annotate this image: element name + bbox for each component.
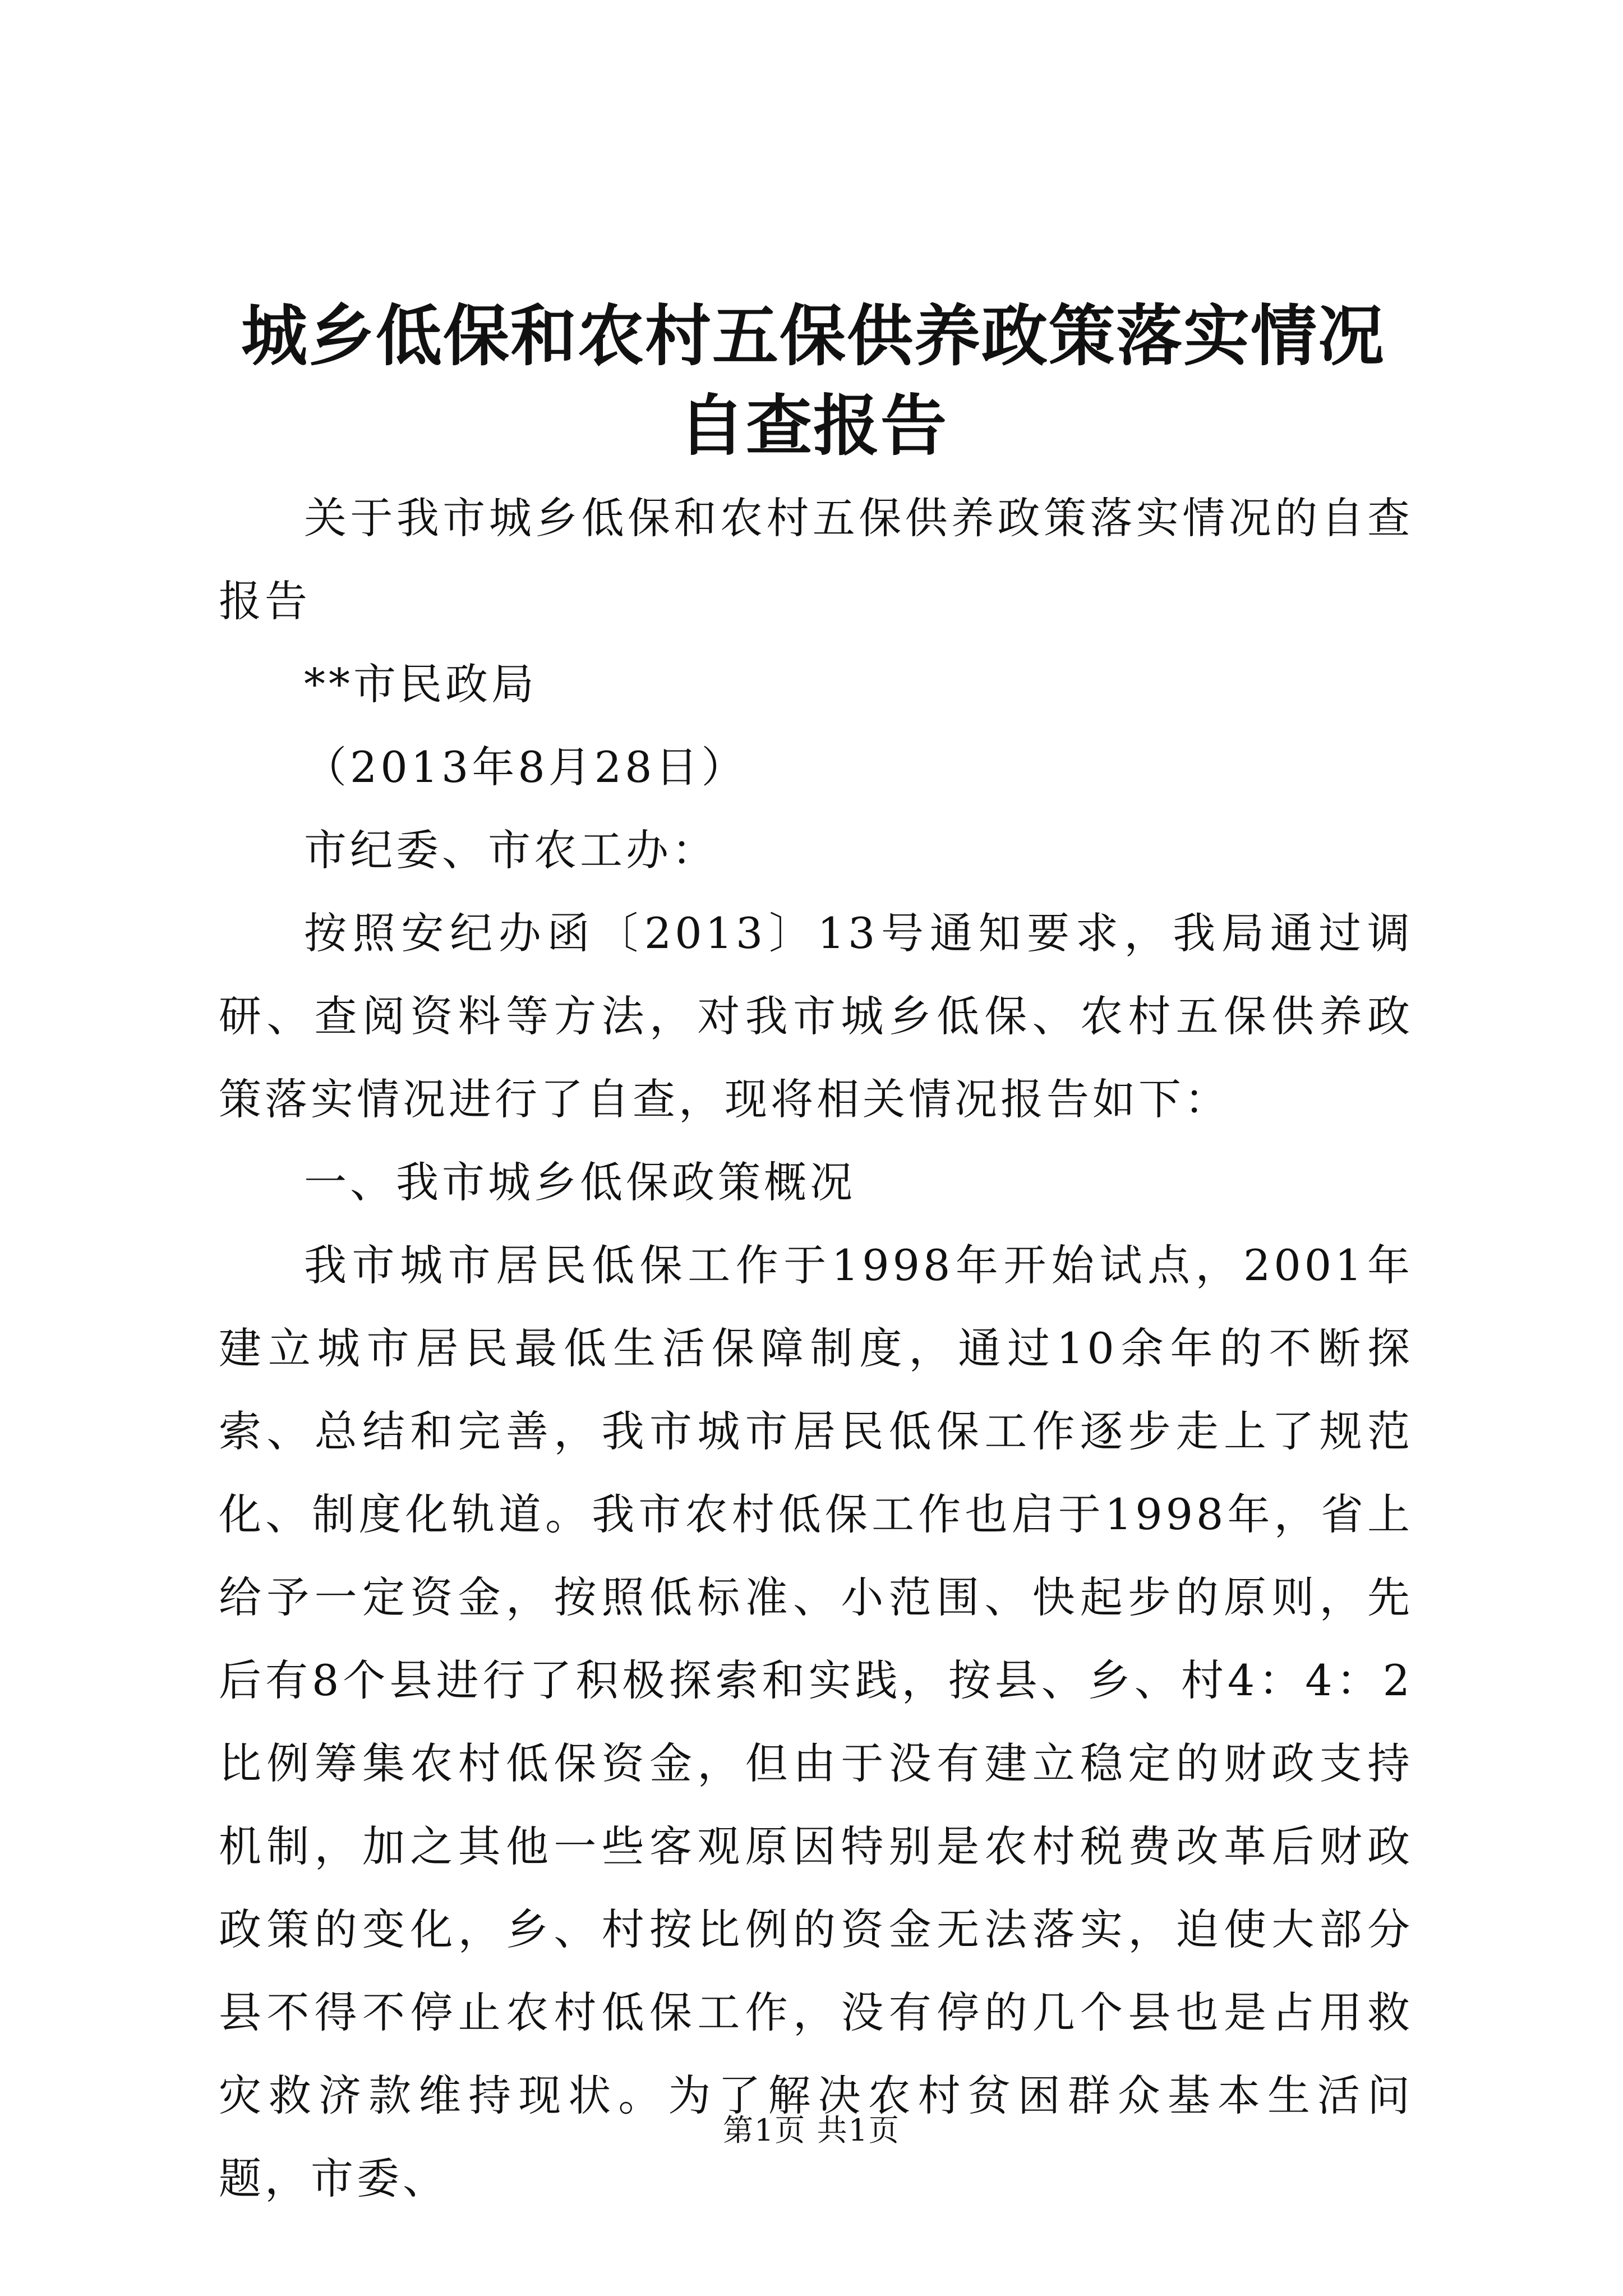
body-paragraph: 我市城市居民低保工作于1998年开始试点，2001年建立城市居民最低生活保障制度，通过10余年的不断探索、总结和完善，我市城市居民低保工作逐步走上了规范化、制度化轨道。我市农村低保工作也启于1998年，省上给予一定资金，按照低标准、小范围、快起步的原则，先后有8个县进行了积极探索和实践，按县、乡、村4：4：2比例筹集农村低保资金，但由于没有建立稳定的财政支持机制，加之其他一些客观原因特别是农村税费改革后财政政策的变化，乡、村按比例的资金无法落实，迫使大部分县不得不停止农村低保工作，没有停的几个县也是占用救灾救济款维持现状。为了解决农村贫困群众基本生活问题，市委、 — [219, 1240, 1413, 2203]
intro-paragraph: 按照安纪办函〔2013〕13号通知要求，我局通过调研、查阅资料等方法，对我市城乡低保、农村五保供养政策落实情况进行了自查，现将相关情况报告如下： — [219, 908, 1413, 1124]
section-heading: 一、我市城乡低保政策概况 — [304, 1157, 856, 1207]
addressee-paragraph: 市纪委、市农工办： — [304, 825, 718, 875]
page-footer: 第1页 共1页 — [723, 2113, 900, 2148]
issuer-paragraph: **市民政局 — [304, 659, 537, 709]
document-body — [219, 477, 1413, 2220]
date-paragraph: （2013年8月28日） — [304, 742, 748, 792]
document-title: 城乡低保和农村五保供养政策落实情况自查报告 — [241, 297, 1385, 465]
subtitle-paragraph: 关于我市城乡低保和农村五保供养政策落实情况的自查报告 — [219, 493, 1413, 626]
